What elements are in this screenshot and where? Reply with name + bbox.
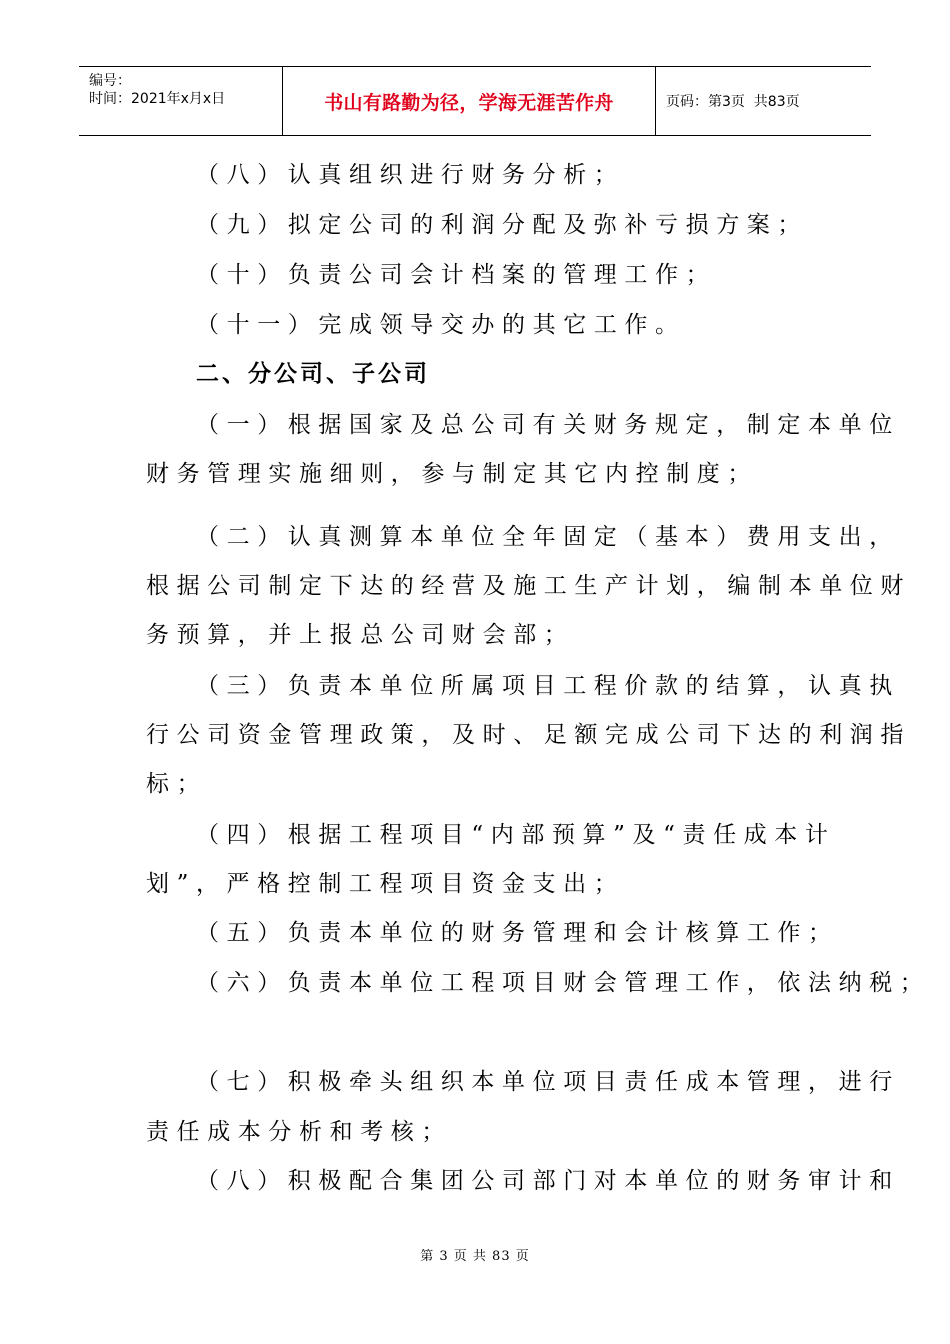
time-label: 时间：2021年x月x日 — [89, 91, 226, 107]
page-info-text: 页码：第3页 共83页 — [666, 94, 800, 110]
paragraph-line: 标； — [146, 771, 208, 797]
paragraph-line: （六）负责本单位工程项目财会管理工作，依法纳税； — [196, 970, 931, 996]
paragraph-line: （七）积极牵头组织本单位项目责任成本管理，进行 — [196, 1069, 900, 1095]
section-heading: 二、分公司、子公司 — [196, 361, 430, 387]
header-motto: 书山有路勤为径，学海无涯苦作舟 — [282, 67, 656, 135]
paragraph-line: （一）根据国家及总公司有关财务规定，制定本单位 — [196, 412, 900, 438]
number-label: 编号： — [89, 73, 131, 89]
footer-page-number: 第 3 页 共 83 页 — [420, 1249, 530, 1264]
paragraph-line: 责任成本分析和考核； — [146, 1119, 452, 1145]
paragraph-line: 行公司资金管理政策，及时、足额完成公司下达的利润指 — [146, 722, 911, 748]
paragraph-line: （九）拟定公司的利润分配及弥补亏损方案； — [196, 212, 808, 238]
paragraph-line: 财务管理实施细则，参与制定其它内控制度； — [146, 461, 758, 487]
paragraph-line: （十一）完成领导交办的其它工作。 — [196, 312, 686, 338]
paragraph-line: 务预算，并上报总公司财会部； — [146, 622, 575, 648]
paragraph-line: 划”，严格控制工程项目资金支出； — [146, 871, 625, 897]
paragraph-line: （五）负责本单位的财务管理和会计核算工作； — [196, 920, 839, 946]
paragraph-line: （二）认真测算本单位全年固定（基本）费用支出， — [196, 524, 900, 550]
page-footer — [0, 1245, 950, 1264]
paragraph-line: （三）负责本单位所属项目工程价款的结算，认真执 — [196, 673, 900, 699]
page-header — [79, 66, 871, 136]
header-meta — [79, 67, 282, 135]
paragraph-line: （十）负责公司会计档案的管理工作； — [196, 262, 717, 288]
header-page-info — [656, 67, 871, 135]
paragraph-line: （八）认真组织进行财务分析； — [196, 162, 625, 188]
paragraph-line: （八）积极配合集团公司部门对本单位的财务审计和 — [196, 1168, 900, 1194]
paragraph-line: 根据公司制定下达的经营及施工生产计划，编制本单位财 — [146, 573, 911, 599]
paragraph-line: （四）根据工程项目“内部预算”及“责任成本计 — [196, 822, 836, 848]
